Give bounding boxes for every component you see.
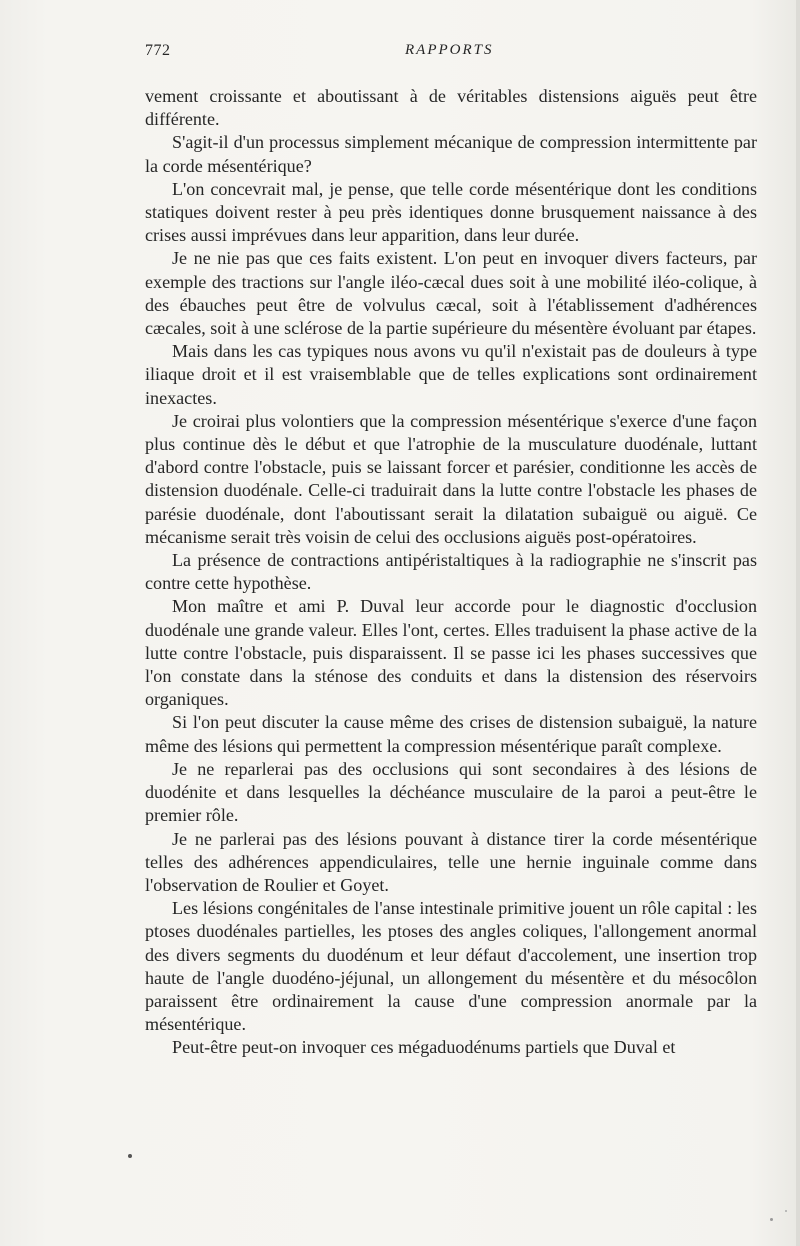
paragraph: Mon maître et ami P. Duval leur accorde pour le diagnostic d'occlusion duodénale une grande valeur. Elles l'ont, certes. Elles traduisent la phase active de la lutte contre l'obstacle, puis disparaissent. Il se passe ici les phases successives que l'on constate dans la sténose des conduits et dans la distension des réservoirs organiques. bbox=[145, 596, 757, 710]
paragraph: S'agit-il d'un processus simplement mécanique de compression intermittente par la corde mésentérique? bbox=[145, 132, 757, 176]
page-header bbox=[145, 42, 757, 66]
paragraph: L'on concevrait mal, je pense, que telle corde mésentérique dont les conditions statiques doivent rester à peu près identiques donne brusquement naissance à des crises aussi imprévues dans leur apparition, dans leur durée. bbox=[145, 178, 757, 246]
page-edge-shadow bbox=[796, 0, 800, 1246]
paragraph: vement croissante et aboutissant à de véritables distensions aiguës peut être différente. bbox=[145, 86, 757, 130]
paragraph: Je ne nie pas que ces faits existent. L'on peut en invoquer divers facteurs, par exemple des tractions sur l'angle iléo-cæcal dues soit à une mobilité iléo-colique, à des ébauches peut être de volvulus cæcal, soit à l'établissement d'adhérences cæcales, soit à une sclérose de la partie supérieure du mésentère évoluant par étapes. bbox=[145, 248, 757, 339]
scan-speck bbox=[128, 1154, 132, 1158]
paragraph: Si l'on peut discuter la cause même des crises de distension subaiguë, la nature même des lésions qui permettent la compression mésentérique paraît complexe. bbox=[145, 712, 757, 756]
page-number: 772 bbox=[145, 42, 171, 59]
paragraph: Mais dans les cas typiques nous avons vu qu'il n'existait pas de douleurs à type iliaque droit et il est vraisemblable que de telles explications sont ordinairement inexactes. bbox=[145, 341, 757, 408]
paragraph: La présence de contractions antipéristaltiques à la radiographie ne s'inscrit pas contre cette hypothèse. bbox=[145, 550, 757, 594]
paragraph: Les lésions congénitales de l'anse intestinale primitive jouent un rôle capital : les ptoses duodénales partielles, les ptoses des angles coliques, l'allongement anormal des divers segments du duodénum et leur défaut d'accolement, une insertion trop haute de l'angle duodéno-jéjunal, un allongement du mésentère et du mésocôlon paraissent être ordinairement la cause d'une compression anormale par la mésentérique. bbox=[145, 898, 757, 1035]
paragraph: Je ne reparlerai pas des occlusions qui sont secondaires à des lésions de duodénite et dans lesquelles la déchéance musculaire de la paroi a peut-être le premier rôle. bbox=[145, 758, 757, 826]
paragraph: Peut-être peut-on invoquer ces mégaduodénums partiels que Duval et bbox=[172, 1037, 676, 1058]
scan-speck bbox=[770, 1218, 773, 1221]
scan-speck bbox=[785, 1210, 787, 1212]
body-text bbox=[145, 85, 757, 1060]
running-head: RAPPORTS bbox=[405, 42, 494, 58]
paragraph: Je croirai plus volontiers que la compression mésentérique s'exerce d'une façon plus continue dès le début et que l'atrophie de la musculature duodénale, luttant d'abord contre l'obstacle, puis se laissant forcer et parésier, conditionne les accès de distension duodénale. Celle-ci traduirait dans la lutte contre l'obstacle les phases de parésie duodénale, dont l'aboutissant serait la dilatation subaiguë ou aiguë. Ce mécanisme serait très voisin de celui des occlusions aiguës post-opératoires. bbox=[145, 410, 757, 547]
paragraph: Je ne parlerai pas des lésions pouvant à distance tirer la corde mésentérique telles des adhérences appendiculaires, telle une hernie inguinale comme dans l'observation de Roulier et Goyet. bbox=[145, 828, 757, 895]
